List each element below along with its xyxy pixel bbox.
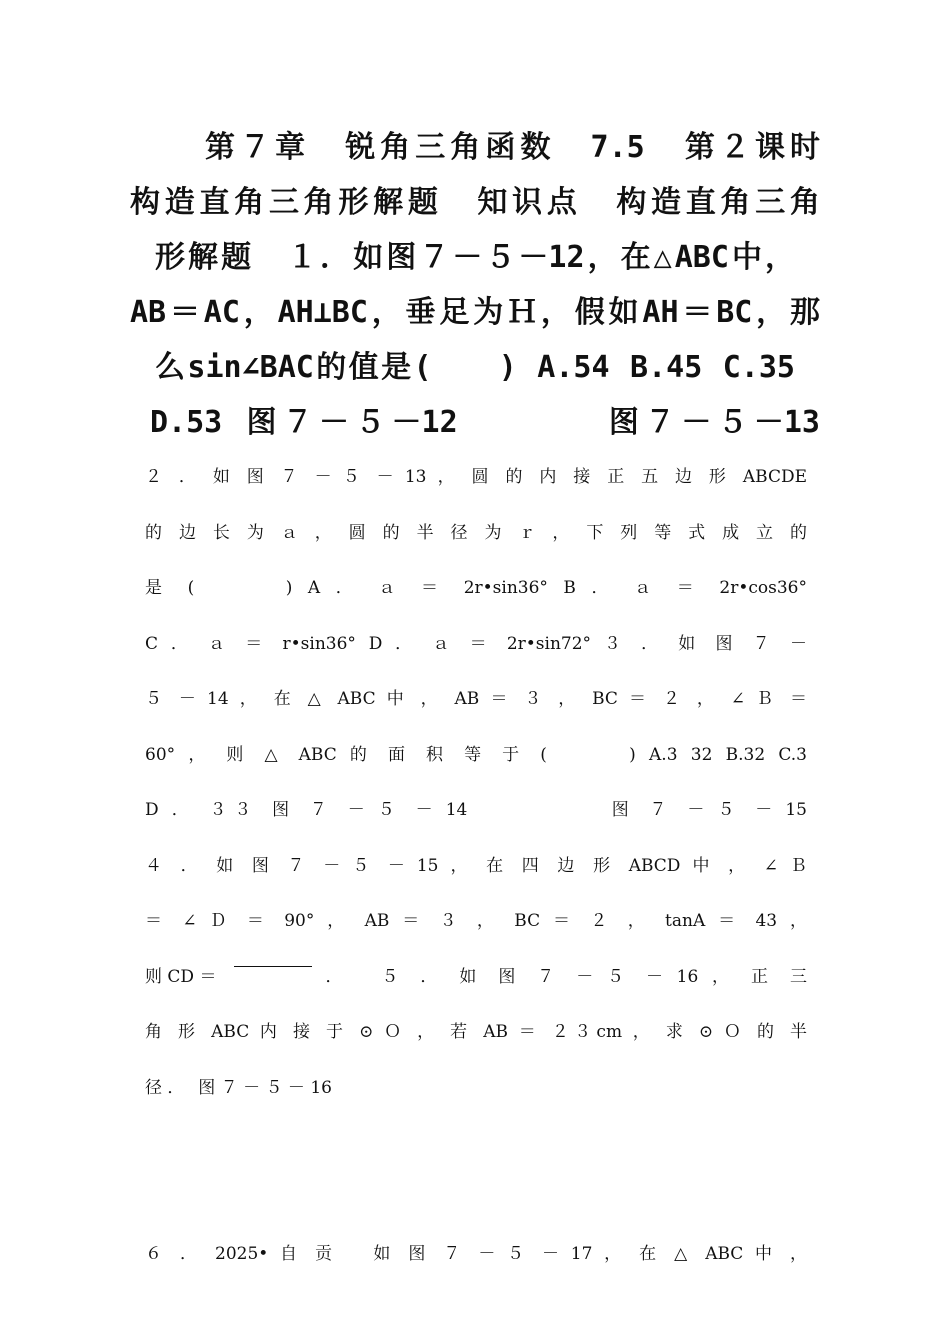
- body-line-11: 角 形 ABC 内 接 于 ⊙ Ｏ ， 若 AB ＝ ２３cm ， 求 ⊙ Ｏ 的 半: [145, 1022, 807, 1042]
- body-block: [145, 450, 807, 1283]
- body-line-8: ４ ． 如 图 ７ － ５ － 15 ， 在 四 边 形 ABCD 中 ， ∠ Ｂ: [145, 855, 807, 876]
- body-line-3: 是 ( ) A ． ａ ＝ 2r•sin36° B ． ａ ＝ 2r•cos36°: [145, 578, 807, 598]
- body-line-2: 的 边 长 为 ａ ， 圆 的 半 径 为 ｒ ， 下 列 等 式 成 立 的: [145, 522, 807, 543]
- answer-blank: [234, 950, 312, 967]
- body-line-10-start: 则 CD ＝: [145, 966, 222, 987]
- spacer: [145, 1116, 807, 1227]
- heading-line-4: AB＝AC，AH⊥BC，垂足为Ｈ，假如AH＝BC，那: [130, 295, 820, 330]
- body-line-7: D ． ３３ 图 ７ － ５ － 14 图 ７ － ５ － 15: [145, 800, 807, 820]
- heading-block: [130, 120, 820, 450]
- body-line-6: 60° ， 则 △ ABC 的 面 积 等 于 ( ) A.3 32 B.32 C.3: [145, 744, 807, 765]
- body-line-12: 径 ． 图 ７ － ５ － 16: [145, 1077, 332, 1098]
- heading-line-6: D.53 图７－５－12 图７－５－13: [150, 405, 820, 440]
- heading-line-5: 么sin∠BAC的值是( ) A.54 B.45 C.35: [155, 350, 795, 385]
- body-line-13: ６ ． 2025• 自 贡 如 图 ７ － ５ － 17 ， 在 △ ABC 中 ，: [145, 1244, 807, 1264]
- heading-line-1: 第７章 锐角三角函数 7.5 第２课时: [205, 130, 820, 165]
- body-line-10: [145, 950, 807, 1006]
- heading-line-3: 形解题 １．如图７－５－12，在△ABC中，: [155, 240, 795, 275]
- body-line-5: ５ － 14 ， 在 △ ABC 中 ， AB ＝ ３ ， BC ＝ ２ ， ∠ Ｂ ＝: [145, 689, 807, 709]
- body-line-4: C ． ａ ＝ r•sin36° D ． ａ ＝ 2r•sin72° ３ ． 如 图 ７ －: [145, 633, 807, 654]
- body-line-1: ２ ． 如 图 ７ － ５ － 13 ， 圆 的 内 接 正 五 边 形 ABCDE: [145, 467, 807, 487]
- heading-line-2: 构造直角三角形解题 知识点 构造直角三角: [130, 185, 820, 220]
- body-line-9: ＝ ∠ Ｄ ＝ 90° ， AB ＝ ３ ， BC ＝ ２ ， tanA ＝ 43 ，: [145, 911, 807, 931]
- body-line-10-end: ． ５ ． 如 图 ７ － ５ － 16 ， 正 三: [311, 966, 807, 987]
